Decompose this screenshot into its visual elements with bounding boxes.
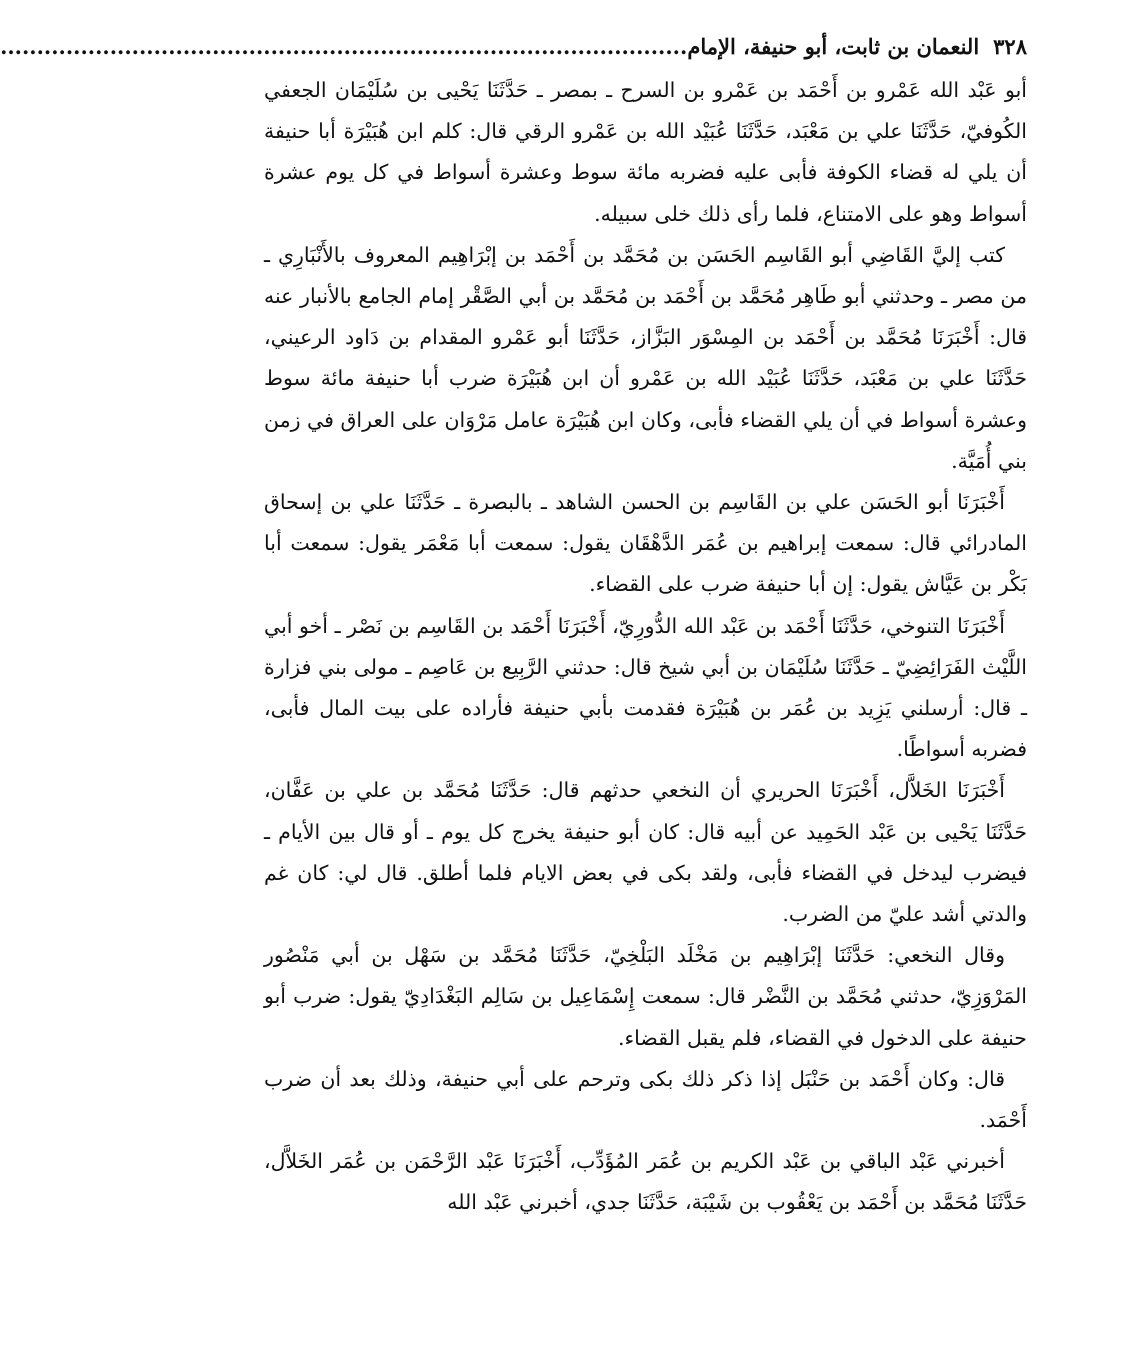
running-title: النعمان بن ثابت، أبو حنيفة، الإمام.............................................................................................. xyxy=(0,34,980,59)
page-number: ٣٢٨ xyxy=(993,34,1027,59)
book-page xyxy=(0,30,1122,1358)
running-header xyxy=(0,30,1027,64)
paragraph: قال: وكان أَحْمَد بن حَنْبَل إذا ذكر ذلك بكى وترحم على أبي حنيفة، وذلك بعد أن ضرب أَحْمَد. xyxy=(264,1066,1027,1133)
main-text xyxy=(264,70,1027,1224)
paragraph: أَخْبَرَنَا التنوخي، حَدَّثَنَا أَحْمَد بن عَبْد الله الدُّورِيّ، أَخْبَرَنَا أَحْمَد بن القَاسِم بن نَصْر ـ أخو أبي اللَّيْث الفَرَائِضِيّ ـ حَدَّثَنَا سُلَيْمَان بن أبي شيخ قال: حدثني الرَّبِيع بن عَاصِم ـ مولى بني فزارة ـ قال: أرسلني يَزِيد بن عُمَر بن هُبَيْرَة فقدمت بأبي حنيفة فأراده على بيت المال فأبى، فضربه أسواطًا. xyxy=(264,613,1027,762)
paragraph: أَخْبَرَنَا الخَلاَّل، أَخْبَرَنَا الحريري أن النخعي حدثهم قال: حَدَّثَنَا مُحَمَّد بن علي بن عَفَّان، حَدَّثَنَا يَحْيى بن عَبْد الحَمِيد عن أبيه قال: كان أبو حنيفة يخرج كل يوم ـ أو قال بين الأيام ـ فيضرب ليدخل في القضاء فأبى، ولقد بكى في بعض الايام فلما أطلق. قال لي: كان غم والدتي أشد عليّ من الضرب. xyxy=(264,778,1027,927)
paragraph: أبو عَبْد الله عَمْرو بن أَحْمَد بن عَمْرو بن السرح ـ بمصر ـ حَدَّثَنَا يَحْيى بن سُلَيْمَان الجعفي الكُوفيّ، حَدَّثَنَا علي بن مَعْبَد، حَدَّثَنَا عُبَيْد الله بن عَمْرو الرقي قال: كلم ابن هُبَيْرَة أبا حنيفة أن يلي له قضاء الكوفة فأبى عليه فضربه مائة سوط وعشرة أسواط في كل يوم عشرة أسواط وهو على الامتناع، فلما رأى ذلك خلى سبيله. xyxy=(264,78,1027,226)
paragraph: وقال النخعي: حَدَّثَنَا إبْرَاهِيم بن مَخْلَد البَلْخِيّ، حَدَّثَنَا مُحَمَّد بن سَهْل بن أبي مَنْصُور المَرْوَزِيّ، حدثني مُحَمَّد بن النَّضْر قال: سمعت إِسْمَاعِيل بن سَالِم البَغْدَادِيّ يقول: ضرب أبو حنيفة على الدخول في القضاء، فلم يقبل القضاء. xyxy=(264,943,1027,1050)
paragraph: كتب إليَّ القَاضِي أبو القَاسِم الحَسَن بن مُحَمَّد بن أَحْمَد بن إبْرَاهِيم المعروف بالأَنْبَارِي ـ من مصر ـ وحدثني أبو طَاهِر مُحَمَّد بن أَحْمَد بن مُحَمَّد بن أبي الصَّقْر إمام الجامع بالأنبار عنه قال: أَخْبَرَنَا مُحَمَّد بن أَحْمَد بن المِسْوَر البَزَّاز، حَدَّثَنَا أبو عَمْرو المقدام بن دَاود الرعيني، حَدَّثَنَا علي بن مَعْبَد، حَدَّثَنَا عُبَيْد الله بن عَمْرو أن ابن هُبَيْرَة ضرب أبا حنيفة مائة سوط وعشرة أسواط في أن يلي القضاء فأبى، وكان ابن هُبَيْرَة عامل مَرْوَان على العراق في زمن بني أُمَيَّة. xyxy=(264,242,1027,473)
paragraph: أَخْبَرَنَا أبو الحَسَن علي بن القَاسِم بن الحسن الشاهد ـ بالبصرة ـ حَدَّثَنَا علي بن إسحاق المادرائي قال: سمعت إبراهيم بن عُمَر الدَّهْقَان يقول: سمعت أبا مَعْمَر يقول: سمعت أبا بَكْر بن عَيَّاش يقول: إن أبا حنيفة ضرب على القضاء. xyxy=(264,490,1027,597)
paragraph: أخبرني عَبْد الباقي بن عَبْد الكريم بن عُمَر المُؤَدِّب، أَخْبَرَنَا عَبْد الرَّحْمَن بن عُمَر الخَلاَّل، حَدَّثَنَا مُحَمَّد بن أَحْمَد بن يَعْقُوب بن شَيْبَة، حَدَّثَنَا جدي، أخبرني عَبْد الله xyxy=(264,1149,1027,1215)
running-title-text: النعمان بن ثابت، أبو حنيفة، الإمام xyxy=(687,34,980,59)
